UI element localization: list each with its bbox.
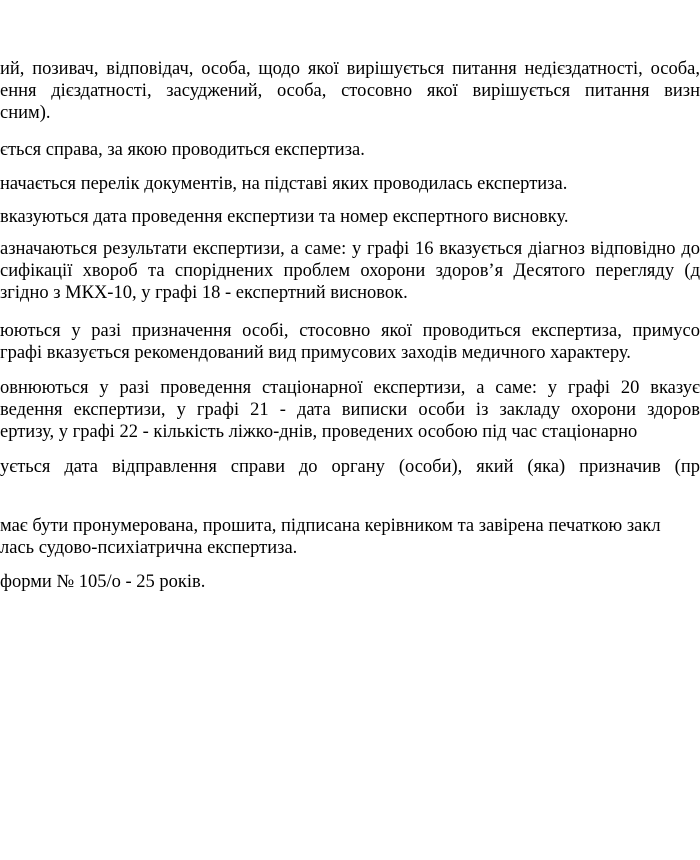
text-line: згідно з МКХ-10, у графі 18 - експертний висновок. [0, 283, 408, 303]
text-line: ведення експертизи, у графі 21 - дата виписки особи із закладу охорони здоров [0, 400, 700, 420]
paragraph-binding [0, 515, 700, 559]
text-line: ення дієздатності, засуджений, особа, стосовно якої вирішується питання визн [0, 81, 700, 101]
text-line: сифікації хвороб та споріднених проблем охорони здоров’я Десятого перегляду (д [0, 261, 700, 281]
text-line: ий, позивач, відповідач, особа, щодо якої вирішується питання недієздатності, особа, [0, 59, 700, 79]
text-line: сним). [0, 103, 51, 123]
text-line: овнюються у разі проведення стаціонарної експертизи, а саме: у графі 20 вказує [0, 378, 700, 398]
text-line: начається перелік документів, на підставі яких проводилась експертиза. [0, 174, 568, 194]
paragraph-date-number [0, 206, 700, 228]
text-line: вказуються дата проведення експертизи та номер експертного висновку. [0, 207, 569, 227]
text-line [0, 478, 700, 500]
paragraph-compulsory-measures [0, 320, 700, 364]
text-line: юються у разі призначення особі, стосовно якої проводиться експертиза, примусо [0, 321, 700, 341]
text-line: азначаються результати експертизи, а саме: у графі 16 вказується діагноз відповідно до [0, 239, 700, 259]
text-line: ується дата відправлення справи до органу (особи), який (яка) призначив (пр [0, 457, 700, 477]
paragraph-dispatch-date [0, 456, 700, 500]
paragraph-results [0, 238, 700, 304]
paragraph-case [0, 139, 700, 161]
text-line: форми № 105/о - 25 років. [0, 572, 206, 592]
text-line: ється справа, за якою проводиться експертиза. [0, 140, 365, 160]
paragraph-retention [0, 571, 700, 593]
paragraph-parties [0, 58, 700, 124]
text-line: має бути пронумерована, прошита, підписана керівником та завірена печаткою закл [0, 516, 661, 536]
paragraph-inpatient [0, 377, 700, 443]
paragraph-documents [0, 173, 700, 195]
text-line: лась судово-психіатрична експертиза. [0, 538, 298, 558]
text-line: графі вказується рекомендований вид примусових заходів медичного характеру. [0, 343, 631, 363]
text-line: ертизу, у графі 22 - кількість ліжко-днів, проведених особою під час стаціонарно [0, 422, 638, 442]
